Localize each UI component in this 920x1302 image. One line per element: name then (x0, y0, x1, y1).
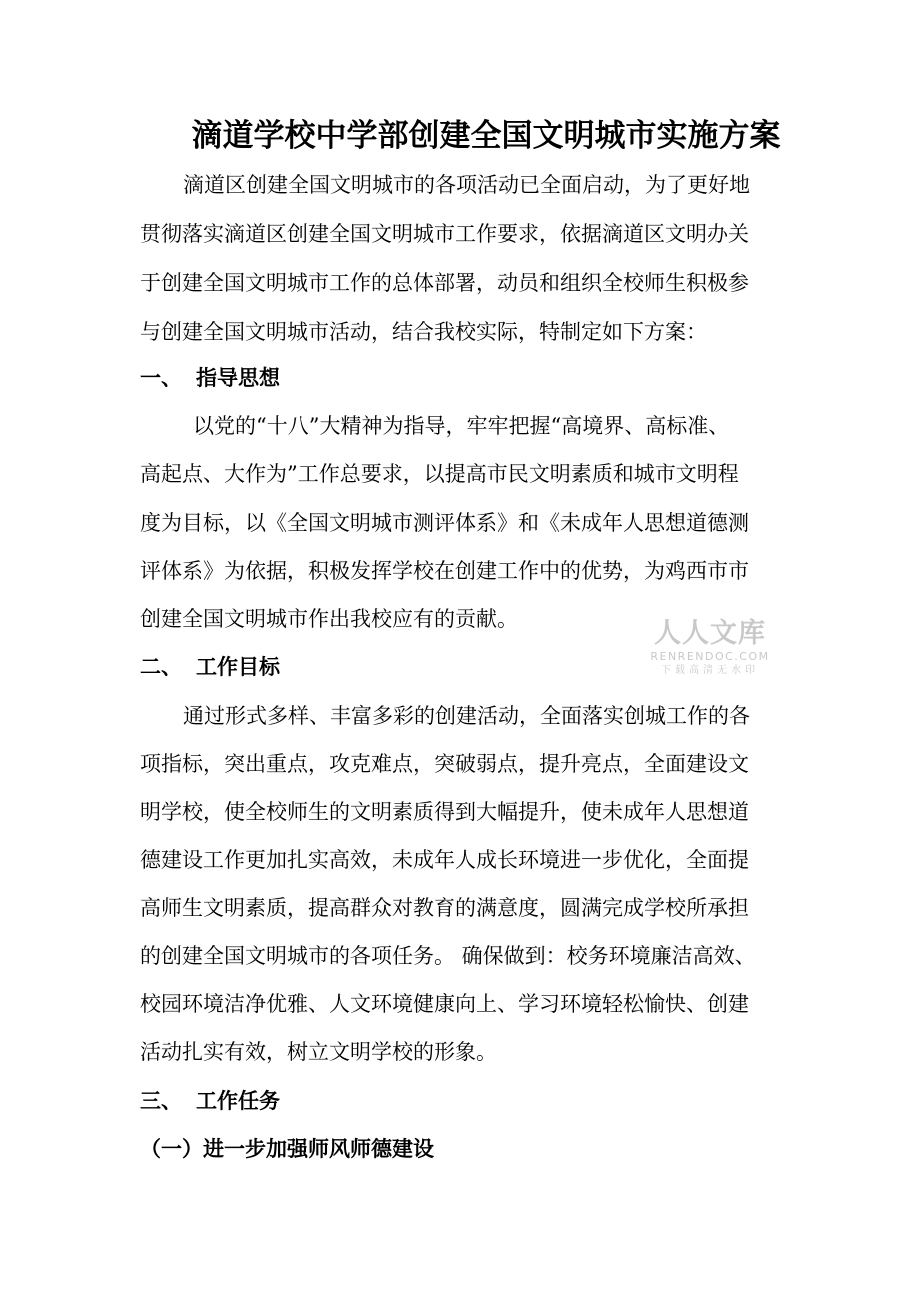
paragraph-line: 以党的“十八”大精神为指导，牢牢把握“高境界、高标准、 (193, 414, 730, 438)
intro-line: 贯彻落实滴道区创建全国文明城市工作要求，依据滴道区文明办关 (140, 222, 749, 246)
section-number: 一、 (140, 366, 182, 390)
section-heading-work-goals (140, 652, 280, 682)
paragraph-line: 活动扎实有效，树立文明学校的形象。 (140, 1040, 497, 1064)
watermark-main-text: 人人文库 (654, 618, 766, 649)
subsection-heading: （一）进一步加强师风师德建设 (140, 1137, 434, 1161)
intro-line: 于创建全国文明城市工作的总体部署，动员和组织全校师生积极参 (140, 271, 749, 295)
section-heading-guiding-ideology (140, 363, 280, 393)
paragraph-line: 的创建全国文明城市的各项任务。 确保做到：校务环境廉洁高效、 (140, 944, 756, 968)
section-number: 二、 (140, 655, 182, 679)
paragraph-line: 创建全国文明城市作出我校应有的贡献。 (140, 607, 518, 631)
paragraph-line: 校园环境洁净优雅、人文环境健康向上、学习环境轻松愉快、创建 (140, 992, 749, 1016)
watermark-subtext: 下载高清无水印 (661, 665, 759, 676)
watermark-domain: RENRENDOC.COM (650, 650, 770, 663)
paragraph-line: 德建设工作更加扎实高效，未成年人成长环境进一步优化，全面提 (140, 848, 749, 872)
paragraph-line: 明学校，使全校师生的文明素质得到大幅提升，使未成年人思想道 (140, 800, 749, 824)
paragraph-line: 评体系》为依据，积极发挥学校在创建工作中的优势，为鸡西市市 (140, 559, 749, 583)
section-title: 工作任务 (196, 1089, 280, 1113)
section-heading-work-tasks (140, 1086, 280, 1116)
watermark-logo (640, 618, 780, 677)
section-title: 工作目标 (196, 655, 280, 679)
section-title: 指导思想 (196, 366, 280, 390)
paragraph-line: 高起点、大作为”工作总要求，以提高市民文明素质和城市文明程 (140, 462, 739, 486)
paragraph-line: 通过形式多样、丰富多彩的创建活动，全面落实创城工作的各 (183, 704, 750, 728)
section-number: 三、 (140, 1089, 182, 1113)
intro-line: 与创建全国文明城市活动，结合我校实际，特制定如下方案： (140, 320, 707, 344)
intro-line: 滴道区创建全国文明城市的各项活动已全面启动，为了更好地 (183, 173, 750, 197)
document-title: 滴道学校中学部创建全国文明城市实施方案 (191, 118, 781, 154)
paragraph-line: 项指标，突出重点，攻克难点，突破弱点，提升亮点，全面建设文 (140, 752, 749, 776)
paragraph-line: 度为目标，以《全国文明城市测评体系》和《未成年人思想道德测 (140, 511, 749, 535)
paragraph-line: 高师生文明素质，提高群众对教育的满意度，圆满完成学校所承担 (140, 896, 749, 920)
